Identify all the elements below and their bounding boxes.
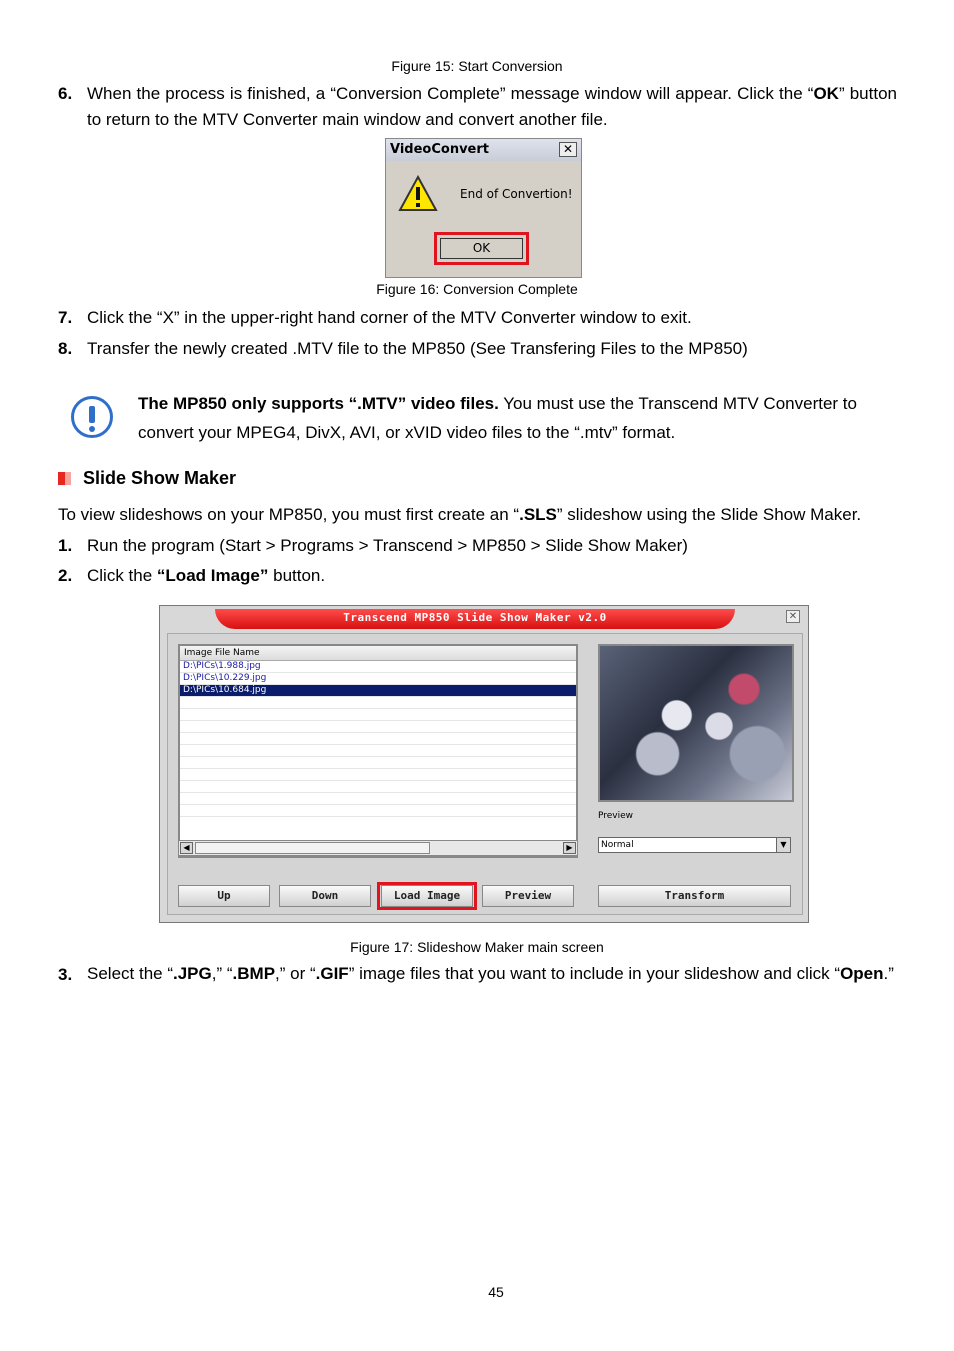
mode-select[interactable] xyxy=(598,837,791,853)
step-1-number: 1. xyxy=(58,536,73,555)
list-item[interactable]: D:\PICs\10.684.jpg xyxy=(180,685,576,697)
list-item-empty xyxy=(180,709,576,721)
step-3-text: Select the “.JPG,” “.BMP,” or “.GIF” image files that you want to include in your slideshow and click “Open.” xyxy=(87,964,894,983)
scroll-left-icon[interactable]: ◀ xyxy=(180,842,193,854)
list-item[interactable]: D:\PICs\1.988.jpg xyxy=(180,661,576,673)
step-2-text: Click the “Load Image” button. xyxy=(87,566,326,585)
slide-show-maker-window xyxy=(159,605,809,923)
preview-label: Preview xyxy=(598,811,634,821)
preview-button[interactable]: Preview xyxy=(482,885,574,907)
info-exclamation-icon xyxy=(71,396,113,438)
list-item-empty xyxy=(180,721,576,733)
load-image-button[interactable]: Load Image xyxy=(381,885,473,907)
page-number: 45 xyxy=(488,1284,504,1300)
step-6-number: 6. xyxy=(58,84,73,103)
step-7-text: Click the “X” in the upper-right hand corner of the MTV Converter window to exit. xyxy=(87,308,692,327)
list-item-empty xyxy=(180,805,576,817)
conversion-complete-dialog xyxy=(385,138,582,278)
figure-15-caption: Figure 15: Start Conversion xyxy=(391,58,563,74)
step-1-text: Run the program (Start > Programs > Transcend > MP850 > Slide Show Maker) xyxy=(87,536,688,555)
list-item-empty xyxy=(180,781,576,793)
figure-16-caption: Figure 16: Conversion Complete xyxy=(376,281,578,297)
list-item[interactable]: D:\PICs\10.229.jpg xyxy=(180,673,576,685)
ssm-title-bar: Transcend MP850 Slide Show Maker v2.0 xyxy=(215,609,735,629)
warning-icon xyxy=(398,175,438,213)
horizontal-scrollbar[interactable] xyxy=(178,840,578,856)
ssm-main-panel xyxy=(167,633,803,915)
ok-button-highlight xyxy=(434,232,529,265)
list-item-empty xyxy=(180,697,576,709)
step-3-number: 3. xyxy=(58,965,73,984)
up-button[interactable]: Up xyxy=(178,885,270,907)
dialog-title: VideoConvert xyxy=(390,142,489,157)
step-8-number: 8. xyxy=(58,339,73,358)
mode-select-value: Normal xyxy=(601,840,634,850)
section-bullet-icon xyxy=(58,472,71,485)
list-item-empty xyxy=(180,793,576,805)
step-6-text: When the process is finished, a “Conversion Complete” message window will appear. Click the “OK” button to return to the MTV Converter main window and convert another file. xyxy=(87,84,897,129)
close-icon[interactable]: ✕ xyxy=(786,610,800,623)
section-title: Slide Show Maker xyxy=(83,468,237,488)
list-item-empty xyxy=(180,733,576,745)
list-item-empty xyxy=(180,745,576,757)
dialog-title-bar xyxy=(386,139,581,161)
dialog-message: End of Convertion! xyxy=(460,187,573,201)
image-file-list[interactable] xyxy=(178,644,578,858)
step-2-number: 2. xyxy=(58,566,73,585)
chevron-down-icon[interactable]: ▼ xyxy=(776,838,790,852)
step-8-text: Transfer the newly created .MTV file to the MP850 (See Transfering Files to the MP850) xyxy=(87,339,748,358)
scroll-right-icon[interactable]: ▶ xyxy=(563,842,576,854)
list-item-empty xyxy=(180,757,576,769)
image-preview xyxy=(598,644,794,802)
close-icon[interactable]: ✕ xyxy=(559,142,577,157)
list-header: Image File Name xyxy=(180,646,576,661)
section-intro: To view slideshows on your MP850, you must first create an “.SLS” slideshow using the Slide Show Maker. xyxy=(58,505,862,524)
scroll-thumb[interactable] xyxy=(195,842,430,854)
figure-17-caption: Figure 17: Slideshow Maker main screen xyxy=(350,939,604,955)
mtv-note: The MP850 only supports “.MTV” video files. You must use the Transcend MTV Converter to convert your MPEG4, DivX, AVI, or xVID video files to the “.mtv” format. xyxy=(138,394,857,442)
transform-button[interactable]: Transform xyxy=(598,885,791,907)
step-7-number: 7. xyxy=(58,308,73,327)
list-item-empty xyxy=(180,769,576,781)
down-button[interactable]: Down xyxy=(279,885,371,907)
ok-button[interactable]: OK xyxy=(440,238,523,259)
